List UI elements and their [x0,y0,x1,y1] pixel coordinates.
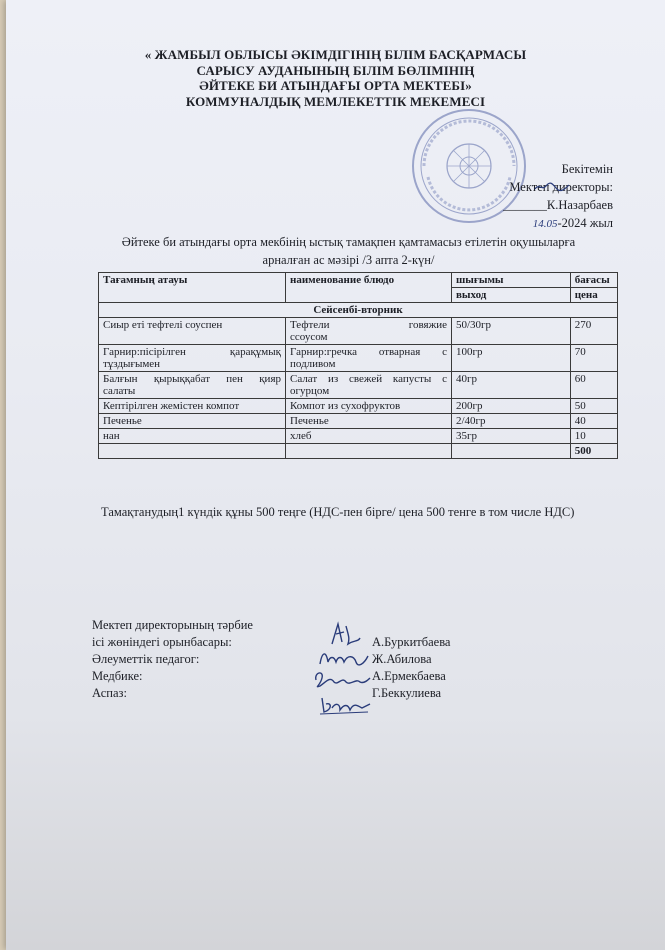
header-yield-ru: выход [451,288,570,303]
dish-kz: Балғын қырыққабат пен қияр салаты [99,372,286,399]
dish-ru: Печенье [286,414,452,429]
dish-yield: 50/30гр [451,318,570,345]
dish-price: 60 [570,372,617,399]
social-pedagogue-signature [318,646,370,668]
dish-ru: Компот из сухофруктов [286,399,452,414]
signatory-roles [92,617,253,702]
approval-block [503,160,613,233]
dish-yield: 200гр [451,399,570,414]
cook-name: Г.Беккулиева [372,686,442,700]
dish-ru: Салат из свежей капусты с огурцом [286,372,452,399]
table-row [99,345,618,372]
dish-kz: Гарнир:пісірілген қарақұмық тұздығымен [99,345,286,372]
title-line-1: Әйтеке би атындағы орта мекбінің ыстық тамақпен қамтамасыз етілетін оқушыларға [121,235,576,249]
title-line-2: арналған ас мәзірі /3 апта 2-күн/ [262,253,435,267]
table-row [99,429,618,444]
total-price: 500 [570,444,617,459]
dish-kz: Кептірілген жемістен компот [99,399,286,414]
dish-price: 10 [570,429,617,444]
social-pedagogue-name: Ж.Абилова [372,652,432,666]
table-row [99,414,618,429]
table-row [99,318,618,345]
header-name-kz: Тағамның атауы [99,273,286,303]
cook-role: Аспаз: [92,686,127,700]
signatory-names [372,634,451,702]
dish-ru: хлеб [286,429,452,444]
dish-price: 70 [570,345,617,372]
director-name: _______К.Назарбаев [503,198,613,212]
day-label: Сейсенбі-вторник [99,303,618,318]
header-line-2: САРЫСУ АУДАНЫНЫҢ БІЛІМ БӨЛІМІНІҢ [196,62,475,78]
menu-document [6,0,665,950]
nurse-role: Медбике: [92,669,143,683]
table-row [99,399,618,414]
table-row [99,372,618,399]
header-yield-kz: шығымы [451,273,570,288]
deputy-role-line-2: ісі жөніндегі орынбасары: [92,635,232,649]
nurse-name: А.Ермекбаева [372,669,446,683]
dish-kz: нан [99,429,286,444]
director-signature [534,181,570,193]
header-line-1: « ЖАМБЫЛ ОБЛЫСЫ ӘКІМДІГІНІҢ БІЛІМ БАСҚАРМАСЫ [144,47,527,62]
dish-yield: 100гр [451,345,570,372]
dish-yield: 35гр [451,429,570,444]
table-total-row [99,444,618,459]
dish-yield: 40гр [451,372,570,399]
organization-header [6,47,665,109]
header-price-ru: цена [570,288,617,303]
header-name-ru: наименование блюдо [286,273,452,303]
dish-ru: Тефтели говяжие ссоусом [286,318,452,345]
daily-price-note: Тамақтанудың1 күндік құны 500 теңге (НДС-пен бірге/ цена 500 тенге в том числе НДС) [101,505,575,519]
approved-label: Бекітемін [561,162,613,176]
social-pedagogue-role: Әлеуметтік педагог: [92,652,200,666]
dish-yield: 2/40гр [451,414,570,429]
header-price-kz: бағасы [570,273,617,288]
dish-price: 40 [570,414,617,429]
dish-kz: Сиыр еті тефтелі соуспен [99,318,286,345]
dish-ru: Гарнир:гречка отварная с подливом [286,345,452,372]
cook-signature [318,692,372,716]
deputy-signature [324,620,364,648]
dish-kz: Печенье [99,414,286,429]
handwritten-date: 14.05 [532,218,558,230]
header-line-4: КОММУНАЛДЫҚ МЕМЛЕКЕТТІК МЕКЕМЕСІ [185,93,486,109]
menu-title [46,233,651,269]
dish-price: 50 [570,399,617,414]
header-line-3: ӘЙТЕКЕ БИ АТЫНДАҒЫ ОРТА МЕКТЕБІ» [199,78,472,93]
deputy-role-line-1: Мектеп директорының тәрбие [92,618,253,632]
deputy-name: А.Буркитбаева [372,635,451,649]
dish-price: 270 [570,318,617,345]
nurse-signature [312,668,372,690]
menu-table [98,272,618,459]
approval-date: 14.05-2024 жыл [532,216,613,230]
director-label: Мектеп директоры: [509,180,613,194]
